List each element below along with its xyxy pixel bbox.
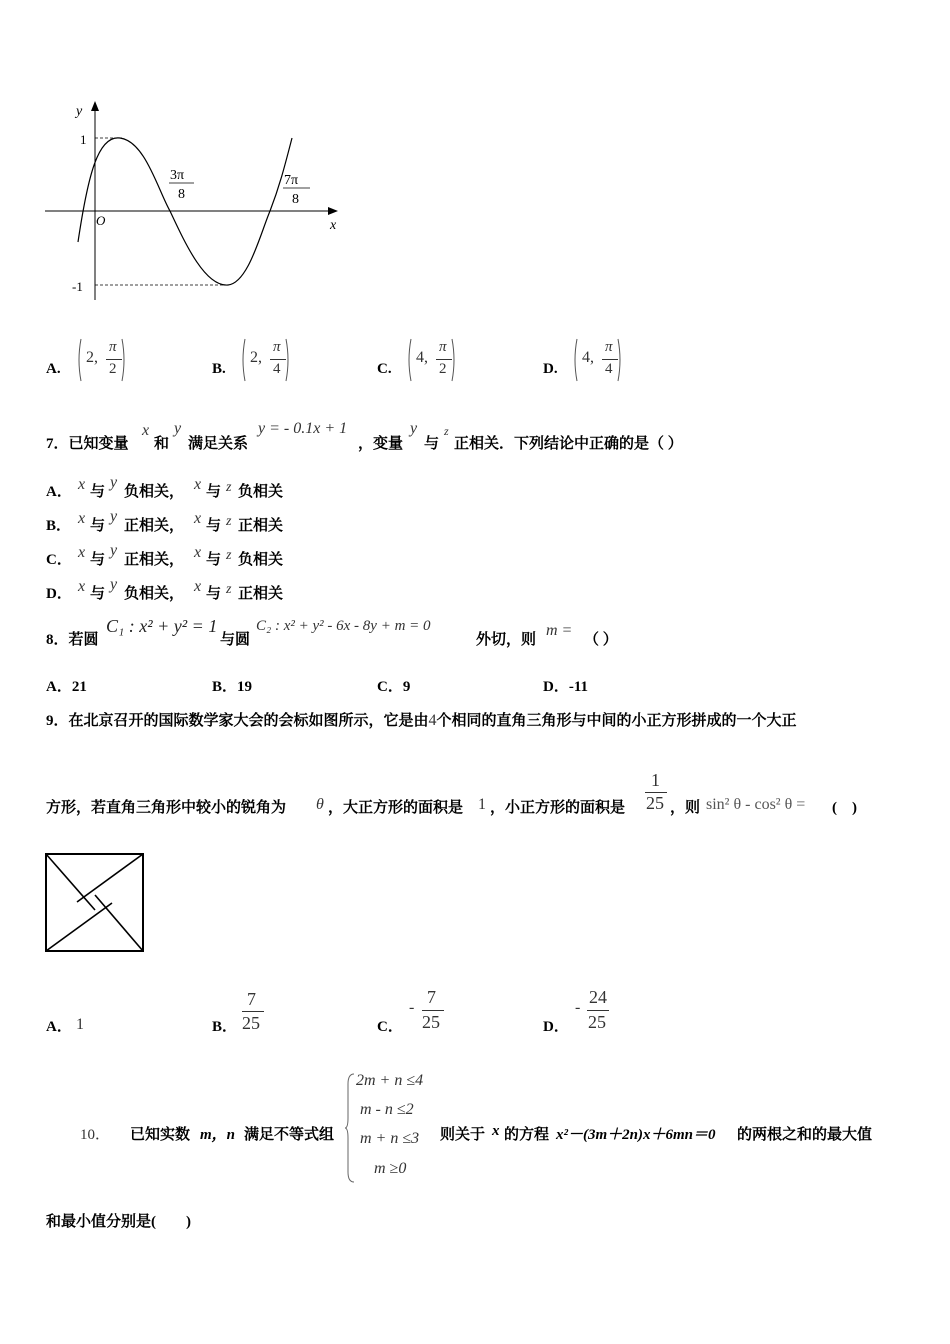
- mark1-denominator: 8: [178, 187, 185, 202]
- circle2-eq: C₂ : x² + y² - 6x - 8y + m = 0: [256, 618, 431, 634]
- option-pi: π: [273, 339, 281, 355]
- small-square-area-den: 25: [646, 793, 664, 813]
- q7-option-d[interactable]: D． x 与 y 负相关， x 与 z 正相关: [46, 576, 284, 602]
- option-den: 2: [109, 361, 117, 377]
- option-label: D.: [543, 361, 558, 377]
- q8-option-d[interactable]: D．-11: [543, 679, 589, 695]
- q8-option-a[interactable]: A．21: [46, 679, 87, 695]
- x-axis-arrow: [328, 207, 338, 215]
- sine-graph: [40, 95, 350, 310]
- quadratic-equation: x²－(3m＋2n)x＋6mn＝0: [556, 1127, 716, 1143]
- option-a-value: 2,: [250, 349, 262, 366]
- y-axis-label: y: [76, 104, 83, 119]
- mark1-numerator: 3π: [170, 168, 185, 183]
- q10-stem-line2: 和最小值分别是( ): [46, 1214, 191, 1230]
- option-a-value: 4,: [416, 349, 428, 366]
- y-axis-arrow: [91, 101, 99, 111]
- small-square-area-num: 1: [651, 770, 660, 790]
- origin-label: O: [96, 213, 106, 228]
- inequality-4: m ≥0: [374, 1160, 407, 1177]
- option-den: 4: [605, 361, 613, 377]
- option-label: B.: [212, 361, 226, 377]
- mark2-denominator: 8: [292, 192, 299, 207]
- option-label: C.: [377, 361, 392, 377]
- mark2-numerator: 7π: [284, 173, 299, 188]
- q7-option-a[interactable]: A． x 与 y 负相关， x 与 z 负相关: [46, 474, 284, 500]
- pinwheel-figure: [45, 853, 145, 953]
- q9-stem-line1: 9．在北京召开的国际数学家大会的会标如图所示，它是由4个相同的直角三角形与中间的小正方形拼成的一个大正: [46, 712, 797, 729]
- q8-stem: 8．若圆 C₁ : x² + y² = 1 与圆 C₂ : x² + y² - 6x - 8y + m = 0 外切，则 m = （ ）: [46, 616, 618, 648]
- option-pi: π: [439, 339, 447, 355]
- circle1-eq: C₁ : x² + y² = 1: [106, 616, 218, 636]
- q8-option-c[interactable]: C．9: [377, 679, 411, 695]
- tick-1-label: 1: [80, 132, 87, 147]
- tick-neg1-label: -1: [72, 279, 83, 294]
- q7-stem: 7．已知变量 x 和 y 满足关系 y = - 0.1x + 1 ，变量 y 与 z 正相关．下列结论中正确的是（ ）: [46, 420, 683, 452]
- option-a-value: 4,: [582, 349, 594, 366]
- q7-option-c[interactable]: C． x 与 y 正相关， x 与 z 负相关: [46, 542, 284, 568]
- inequality-1: 2m + n ≤4: [356, 1072, 424, 1089]
- relation-formula: y = - 0.1x + 1: [258, 420, 348, 437]
- inequality-3: m + n ≤3: [360, 1130, 420, 1147]
- q9-option-a[interactable]: A． 1: [46, 1016, 84, 1035]
- option-a-value: 2,: [86, 349, 98, 366]
- q9-stem-line2: 方形，若直角三角形中较小的锐角为 θ ，大正方形的面积是 1 ，小正方形的面积是 1 25 ，则 sin² θ - cos² θ = ( ): [46, 770, 857, 816]
- q9-option-c[interactable]: C． - 7 25: [377, 985, 497, 1035]
- q9-option-d[interactable]: D． - 24 25: [543, 987, 607, 1035]
- q10-stem: 10． 已知实数 m，n 满足不等式组 2m + n ≤4 m - n ≤2 m + n ≤3 m ≥0 则关于 x 的方程 x²－(3m＋2n)x＋6mn＝0 的两根之和的最大值: [46, 1068, 916, 1188]
- trig-expression: sin² θ - cos² θ =: [706, 796, 806, 813]
- q7-option-b[interactable]: B． x 与 y 正相关， x 与 z 正相关: [46, 508, 284, 534]
- option-label: A.: [46, 361, 61, 377]
- option-den: 4: [273, 361, 281, 377]
- inequality-2: m - n ≤2: [360, 1101, 414, 1118]
- option-pi: π: [109, 339, 117, 355]
- option-pi: π: [605, 339, 613, 355]
- q9-option-b[interactable]: B． 7 25: [212, 985, 332, 1035]
- option-den: 2: [439, 361, 447, 377]
- x-axis-label: x: [330, 218, 337, 233]
- q8-option-b[interactable]: B．19: [212, 679, 253, 695]
